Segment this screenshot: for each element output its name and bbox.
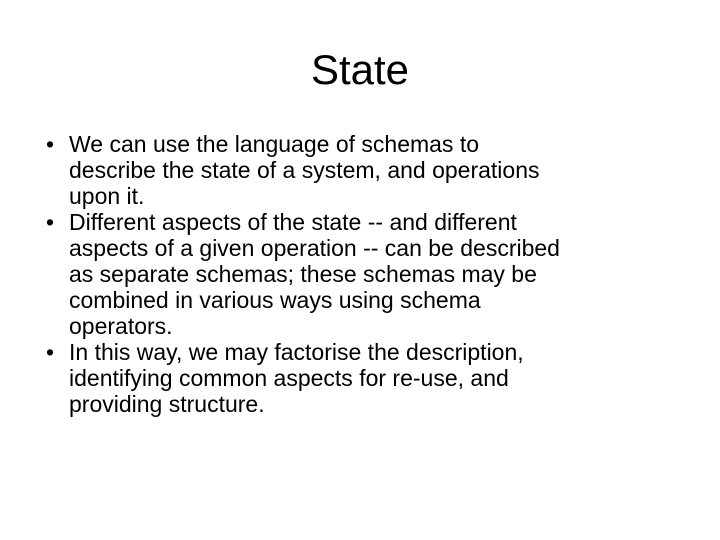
- bullet-marker: •: [46, 339, 55, 365]
- bullet-text-line: In this way, we may factorise the description,: [69, 339, 524, 365]
- bullet-marker: •: [46, 131, 55, 157]
- bullet-text-line: describe the state of a system, and operations: [69, 157, 540, 183]
- bullet-text-line: as separate schemas; these schemas may be: [69, 261, 537, 287]
- bullet-item: [46, 131, 666, 209]
- bullet-text-line: We can use the language of schemas to: [69, 131, 480, 157]
- bullet-text-line: operators.: [69, 313, 173, 339]
- slide-title: State: [310, 46, 410, 93]
- bullet-text-line: upon it.: [69, 183, 145, 209]
- bullet-text-line: combined in various ways using schema: [69, 287, 481, 313]
- bullet-item: [46, 339, 666, 417]
- bullet-text-line: aspects of a given operation -- can be described: [69, 235, 560, 261]
- bullet-text-line: providing structure.: [69, 391, 265, 417]
- bullet-marker: •: [46, 209, 55, 235]
- bullet-text-line: identifying common aspects for re-use, and: [69, 365, 509, 391]
- bullet-item: [46, 209, 666, 339]
- bullet-text-line: Different aspects of the state -- and different: [69, 209, 517, 235]
- bullet-list: [46, 131, 666, 417]
